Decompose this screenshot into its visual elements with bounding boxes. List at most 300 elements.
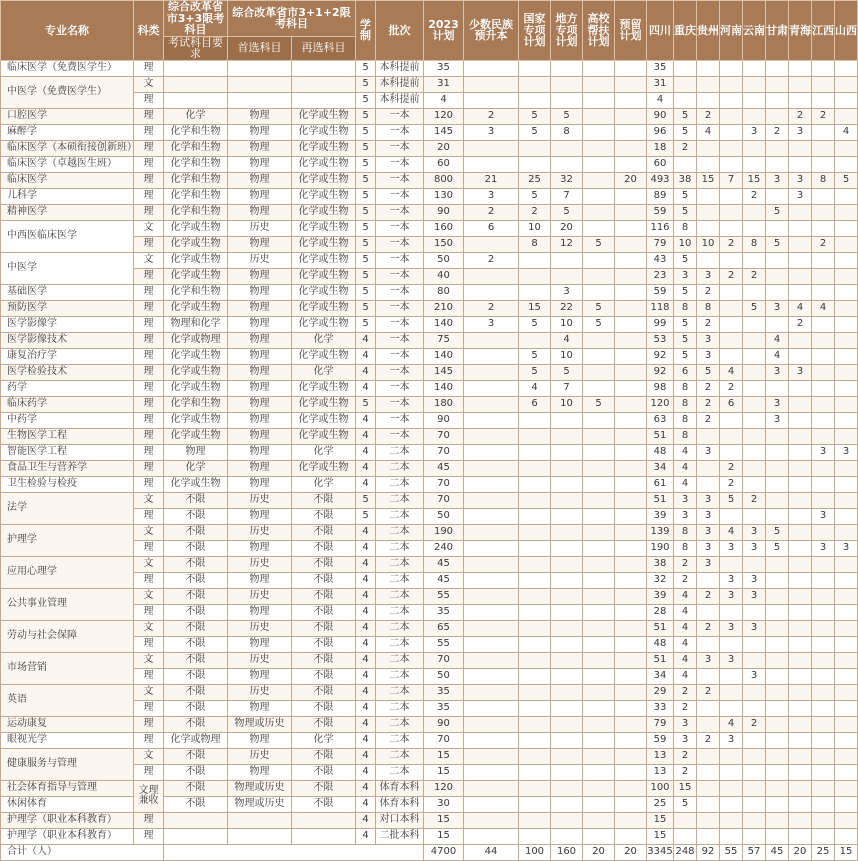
province-count-cell <box>835 236 858 252</box>
batch-cell: 二本 <box>376 700 424 716</box>
province-count-cell <box>835 268 858 284</box>
province-count-cell: 38 <box>674 172 697 188</box>
col-header-province: 甘肃 <box>766 1 789 61</box>
province-count-cell: 34 <box>647 460 674 476</box>
minority-cell <box>464 492 519 508</box>
province-count-cell <box>812 60 835 76</box>
duration-cell: 4 <box>356 652 376 668</box>
province-count-cell: 32 <box>647 572 674 588</box>
province-count-cell <box>789 204 812 220</box>
province-count-cell: 3 <box>789 172 812 188</box>
reserve-cell <box>615 268 647 284</box>
province-count-cell: 13 <box>647 764 674 780</box>
major-name: 法学 <box>1 492 134 524</box>
province-count-cell <box>835 476 858 492</box>
second-subject-cell: 不限 <box>292 796 356 812</box>
province-count-cell <box>812 412 835 428</box>
category-cell: 理 <box>134 188 164 204</box>
province-count-cell: 6 <box>720 396 743 412</box>
province-count-cell <box>812 92 835 108</box>
category-cell: 理 <box>134 460 164 476</box>
table-row <box>1 140 858 156</box>
national-cell <box>519 460 551 476</box>
province-count-cell <box>766 732 789 748</box>
province-count-cell: 8 <box>674 220 697 236</box>
province-count-cell <box>835 348 858 364</box>
first-subject-cell: 物理 <box>228 636 292 652</box>
province-count-cell: 79 <box>647 236 674 252</box>
province-count-cell <box>743 428 766 444</box>
national-cell <box>519 828 551 844</box>
province-count-cell <box>789 428 812 444</box>
college-cell <box>583 460 615 476</box>
reserve-cell <box>615 460 647 476</box>
college-cell <box>583 700 615 716</box>
province-count-cell <box>720 668 743 684</box>
exam-requirement-cell: 不限 <box>164 764 228 780</box>
category-cell: 文 <box>134 252 164 268</box>
major-name: 生物医学工程 <box>1 428 134 444</box>
minority-cell <box>464 556 519 572</box>
minority-cell <box>464 684 519 700</box>
category-cell: 理 <box>134 476 164 492</box>
total-province-count: 57 <box>743 844 766 860</box>
category-cell: 文理兼收 <box>134 780 164 812</box>
local-cell: 5 <box>551 108 583 124</box>
province-count-cell: 53 <box>647 332 674 348</box>
duration-cell: 4 <box>356 588 376 604</box>
col-header-province: 江西 <box>812 1 835 61</box>
plan-2023-cell: 160 <box>424 220 464 236</box>
province-count-cell <box>743 220 766 236</box>
plan-2023-cell: 140 <box>424 380 464 396</box>
plan-2023-cell: 130 <box>424 188 464 204</box>
second-subject-cell: 化学 <box>292 444 356 460</box>
local-cell: 5 <box>551 364 583 380</box>
province-count-cell <box>674 812 697 828</box>
category-cell: 文 <box>134 684 164 700</box>
province-count-cell <box>835 140 858 156</box>
local-cell <box>551 156 583 172</box>
province-count-cell <box>697 76 720 92</box>
category-cell: 文 <box>134 492 164 508</box>
table-row <box>1 460 858 476</box>
col-header-reserve: 预留计划 <box>615 1 647 61</box>
province-count-cell <box>812 556 835 572</box>
batch-cell: 二本 <box>376 668 424 684</box>
exam-requirement-cell: 化学或生物 <box>164 476 228 492</box>
plan-2023-cell: 45 <box>424 556 464 572</box>
duration-cell: 4 <box>356 716 376 732</box>
duration-cell: 4 <box>356 332 376 348</box>
province-count-cell <box>812 284 835 300</box>
province-count-cell: 5 <box>766 540 789 556</box>
table-row <box>1 444 858 460</box>
duration-cell: 5 <box>356 396 376 412</box>
first-subject-cell: 物理 <box>228 604 292 620</box>
plan-2023-cell: 55 <box>424 636 464 652</box>
province-count-cell: 13 <box>647 748 674 764</box>
duration-cell: 4 <box>356 812 376 828</box>
reserve-cell <box>615 412 647 428</box>
duration-cell: 4 <box>356 620 376 636</box>
province-count-cell: 2 <box>720 236 743 252</box>
reserve-cell <box>615 540 647 556</box>
province-count-cell: 2 <box>720 268 743 284</box>
province-count-cell: 92 <box>647 348 674 364</box>
major-name: 护理学（职业本科教育） <box>1 812 134 828</box>
exam-requirement-cell: 化学或物理 <box>164 332 228 348</box>
province-count-cell <box>720 156 743 172</box>
plan-2023-cell: 45 <box>424 572 464 588</box>
local-cell: 7 <box>551 188 583 204</box>
exam-requirement-cell: 化学和生物 <box>164 204 228 220</box>
duration-cell: 4 <box>356 732 376 748</box>
exam-requirement-cell: 化学或生物 <box>164 412 228 428</box>
province-count-cell: 2 <box>697 284 720 300</box>
duration-cell: 5 <box>356 124 376 140</box>
table-row <box>1 412 858 428</box>
local-cell <box>551 444 583 460</box>
first-subject-cell: 物理 <box>228 156 292 172</box>
province-count-cell <box>766 444 789 460</box>
province-count-cell: 2 <box>674 684 697 700</box>
province-count-cell <box>812 364 835 380</box>
province-count-cell: 28 <box>647 604 674 620</box>
plan-2023-cell: 70 <box>424 492 464 508</box>
province-count-cell <box>766 716 789 732</box>
plan-2023-cell: 70 <box>424 444 464 460</box>
minority-cell: 3 <box>464 124 519 140</box>
local-cell <box>551 716 583 732</box>
national-cell: 10 <box>519 220 551 236</box>
province-count-cell: 3 <box>812 540 835 556</box>
province-count-cell <box>697 460 720 476</box>
province-count-cell: 3 <box>766 300 789 316</box>
batch-cell: 二本 <box>376 540 424 556</box>
province-count-cell: 3 <box>697 540 720 556</box>
second-subject-cell: 化学或生物 <box>292 124 356 140</box>
province-count-cell: 3 <box>743 540 766 556</box>
batch-cell: 二本 <box>376 572 424 588</box>
college-cell <box>583 252 615 268</box>
reserve-cell <box>615 444 647 460</box>
province-count-cell: 4 <box>674 636 697 652</box>
total-empty <box>164 844 424 860</box>
province-count-cell: 2 <box>674 140 697 156</box>
national-cell <box>519 444 551 460</box>
province-count-cell: 3 <box>674 716 697 732</box>
reserve-cell <box>615 316 647 332</box>
national-cell <box>519 748 551 764</box>
second-subject-cell: 化学或生物 <box>292 188 356 204</box>
province-count-cell: 3 <box>697 268 720 284</box>
province-count-cell <box>812 828 835 844</box>
minority-cell: 2 <box>464 108 519 124</box>
reserve-cell <box>615 828 647 844</box>
reserve-cell <box>615 700 647 716</box>
col-header-category: 科类 <box>134 1 164 61</box>
duration-cell: 4 <box>356 764 376 780</box>
reserve-cell <box>615 508 647 524</box>
plan-2023-cell: 800 <box>424 172 464 188</box>
national-cell <box>519 812 551 828</box>
province-count-cell: 2 <box>697 380 720 396</box>
second-subject-cell: 化学或生物 <box>292 396 356 412</box>
first-subject-cell: 物理 <box>228 300 292 316</box>
col-header-first-subject: 首选科目 <box>228 36 292 60</box>
second-subject-cell: 化学或生物 <box>292 172 356 188</box>
local-cell <box>551 684 583 700</box>
province-count-cell <box>812 796 835 812</box>
col-header-province: 云南 <box>743 1 766 61</box>
first-subject-cell: 物理 <box>228 460 292 476</box>
national-cell <box>519 780 551 796</box>
reserve-cell <box>615 652 647 668</box>
province-count-cell <box>812 316 835 332</box>
province-count-cell: 3 <box>674 508 697 524</box>
college-cell <box>583 188 615 204</box>
province-count-cell: 5 <box>674 348 697 364</box>
national-cell <box>519 764 551 780</box>
province-count-cell: 4 <box>674 668 697 684</box>
province-count-cell <box>697 780 720 796</box>
second-subject-cell: 化学或生物 <box>292 380 356 396</box>
province-count-cell <box>835 748 858 764</box>
second-subject-cell: 不限 <box>292 700 356 716</box>
table-row <box>1 396 858 412</box>
province-count-cell <box>697 140 720 156</box>
category-cell: 文 <box>134 652 164 668</box>
college-cell <box>583 476 615 492</box>
table-row <box>1 188 858 204</box>
exam-requirement-cell: 不限 <box>164 700 228 716</box>
province-count-cell <box>789 700 812 716</box>
province-count-cell <box>697 60 720 76</box>
major-name: 护理学 <box>1 524 134 556</box>
province-count-cell <box>720 764 743 780</box>
local-cell <box>551 540 583 556</box>
province-count-cell <box>674 76 697 92</box>
province-count-cell <box>812 748 835 764</box>
province-count-cell: 29 <box>647 684 674 700</box>
province-count-cell <box>789 236 812 252</box>
province-count-cell: 48 <box>647 444 674 460</box>
province-count-cell <box>812 604 835 620</box>
col-header-national: 国家专项计划 <box>519 1 551 61</box>
province-count-cell: 6 <box>674 364 697 380</box>
total-province-count: 15 <box>835 844 858 860</box>
reserve-cell <box>615 380 647 396</box>
province-count-cell <box>835 636 858 652</box>
province-count-cell <box>835 380 858 396</box>
province-count-cell <box>812 156 835 172</box>
province-count-cell: 51 <box>647 652 674 668</box>
minority-cell <box>464 332 519 348</box>
col-header-plan-2023: 2023计划 <box>424 1 464 61</box>
exam-requirement-cell: 化学和生物 <box>164 156 228 172</box>
province-count-cell: 51 <box>647 620 674 636</box>
minority-cell <box>464 508 519 524</box>
local-cell <box>551 412 583 428</box>
total-college: 20 <box>583 844 615 860</box>
duration-cell: 5 <box>356 252 376 268</box>
first-subject-cell: 物理 <box>228 476 292 492</box>
province-count-cell: 3 <box>789 188 812 204</box>
exam-requirement-cell <box>164 828 228 844</box>
province-count-cell <box>766 380 789 396</box>
table-row <box>1 108 858 124</box>
major-name: 中医学 <box>1 252 134 284</box>
exam-requirement-cell: 不限 <box>164 492 228 508</box>
college-cell <box>583 492 615 508</box>
province-count-cell <box>835 764 858 780</box>
national-cell: 5 <box>519 108 551 124</box>
province-count-cell <box>812 428 835 444</box>
province-count-cell <box>674 92 697 108</box>
college-cell <box>583 204 615 220</box>
province-count-cell: 8 <box>674 380 697 396</box>
province-count-cell: 4 <box>720 364 743 380</box>
national-cell <box>519 156 551 172</box>
college-cell <box>583 684 615 700</box>
province-count-cell <box>812 140 835 156</box>
exam-requirement-cell: 不限 <box>164 684 228 700</box>
local-cell: 32 <box>551 172 583 188</box>
plan-2023-cell: 70 <box>424 732 464 748</box>
province-count-cell: 15 <box>674 780 697 796</box>
province-count-cell <box>743 316 766 332</box>
province-count-cell <box>812 620 835 636</box>
province-count-cell: 3 <box>720 588 743 604</box>
batch-cell: 一本 <box>376 236 424 252</box>
province-count-cell <box>766 748 789 764</box>
national-cell <box>519 684 551 700</box>
minority-cell <box>464 380 519 396</box>
province-count-cell: 4 <box>647 92 674 108</box>
table-row <box>1 380 858 396</box>
minority-cell: 2 <box>464 204 519 220</box>
college-cell <box>583 652 615 668</box>
province-count-cell <box>766 508 789 524</box>
duration-cell: 4 <box>356 412 376 428</box>
minority-cell <box>464 732 519 748</box>
province-count-cell: 10 <box>697 236 720 252</box>
category-cell: 文 <box>134 76 164 92</box>
province-count-cell: 39 <box>647 508 674 524</box>
exam-requirement-cell: 不限 <box>164 652 228 668</box>
province-count-cell: 100 <box>647 780 674 796</box>
total-local: 160 <box>551 844 583 860</box>
local-cell <box>551 636 583 652</box>
province-count-cell <box>766 252 789 268</box>
province-count-cell <box>812 572 835 588</box>
duration-cell: 4 <box>356 748 376 764</box>
table-row <box>1 316 858 332</box>
exam-requirement-cell <box>164 812 228 828</box>
college-cell <box>583 540 615 556</box>
province-count-cell <box>720 284 743 300</box>
province-count-cell: 7 <box>720 172 743 188</box>
exam-requirement-cell: 不限 <box>164 780 228 796</box>
province-count-cell <box>766 684 789 700</box>
local-cell <box>551 76 583 92</box>
minority-cell <box>464 620 519 636</box>
national-cell <box>519 140 551 156</box>
province-count-cell <box>720 300 743 316</box>
exam-requirement-cell: 化学或生物 <box>164 236 228 252</box>
second-subject-cell: 化学或生物 <box>292 268 356 284</box>
second-subject-cell: 不限 <box>292 604 356 620</box>
province-count-cell: 3 <box>766 412 789 428</box>
first-subject-cell: 物理 <box>228 572 292 588</box>
college-cell <box>583 124 615 140</box>
batch-cell: 二本 <box>376 620 424 636</box>
reserve-cell <box>615 604 647 620</box>
province-count-cell <box>835 604 858 620</box>
duration-cell: 4 <box>356 460 376 476</box>
province-count-cell <box>697 796 720 812</box>
reserve-cell <box>615 764 647 780</box>
province-count-cell: 3 <box>697 508 720 524</box>
province-count-cell <box>697 156 720 172</box>
col-header-group-33: 综合改革省市3+3限考科目 <box>164 1 228 37</box>
province-count-cell <box>743 444 766 460</box>
total-row <box>1 844 858 860</box>
national-cell: 15 <box>519 300 551 316</box>
minority-cell <box>464 828 519 844</box>
category-cell: 理 <box>134 412 164 428</box>
province-count-cell: 5 <box>674 252 697 268</box>
province-count-cell: 43 <box>647 252 674 268</box>
province-count-cell <box>789 412 812 428</box>
second-subject-cell: 不限 <box>292 684 356 700</box>
province-count-cell <box>720 428 743 444</box>
national-cell <box>519 652 551 668</box>
category-cell: 文 <box>134 588 164 604</box>
province-count-cell <box>720 812 743 828</box>
batch-cell: 二本 <box>376 716 424 732</box>
province-count-cell: 493 <box>647 172 674 188</box>
province-count-cell <box>697 812 720 828</box>
province-count-cell: 39 <box>647 588 674 604</box>
province-count-cell: 5 <box>674 188 697 204</box>
province-count-cell: 3 <box>743 524 766 540</box>
plan-2023-cell: 120 <box>424 780 464 796</box>
province-count-cell <box>720 188 743 204</box>
province-count-cell: 2 <box>674 556 697 572</box>
batch-cell: 一本 <box>376 412 424 428</box>
local-cell: 8 <box>551 124 583 140</box>
plan-2023-cell: 140 <box>424 348 464 364</box>
province-count-cell <box>812 524 835 540</box>
reserve-cell <box>615 636 647 652</box>
first-subject-cell: 物理 <box>228 540 292 556</box>
province-count-cell <box>835 332 858 348</box>
province-count-cell <box>743 332 766 348</box>
major-name: 儿科学 <box>1 188 134 204</box>
province-count-cell: 38 <box>647 556 674 572</box>
province-count-cell: 116 <box>647 220 674 236</box>
total-province-count: 248 <box>674 844 697 860</box>
major-name: 康复治疗学 <box>1 348 134 364</box>
province-count-cell <box>720 220 743 236</box>
second-subject-cell: 不限 <box>292 764 356 780</box>
province-count-cell: 31 <box>647 76 674 92</box>
batch-cell: 一本 <box>376 140 424 156</box>
province-count-cell <box>720 108 743 124</box>
second-subject-cell: 化学 <box>292 732 356 748</box>
